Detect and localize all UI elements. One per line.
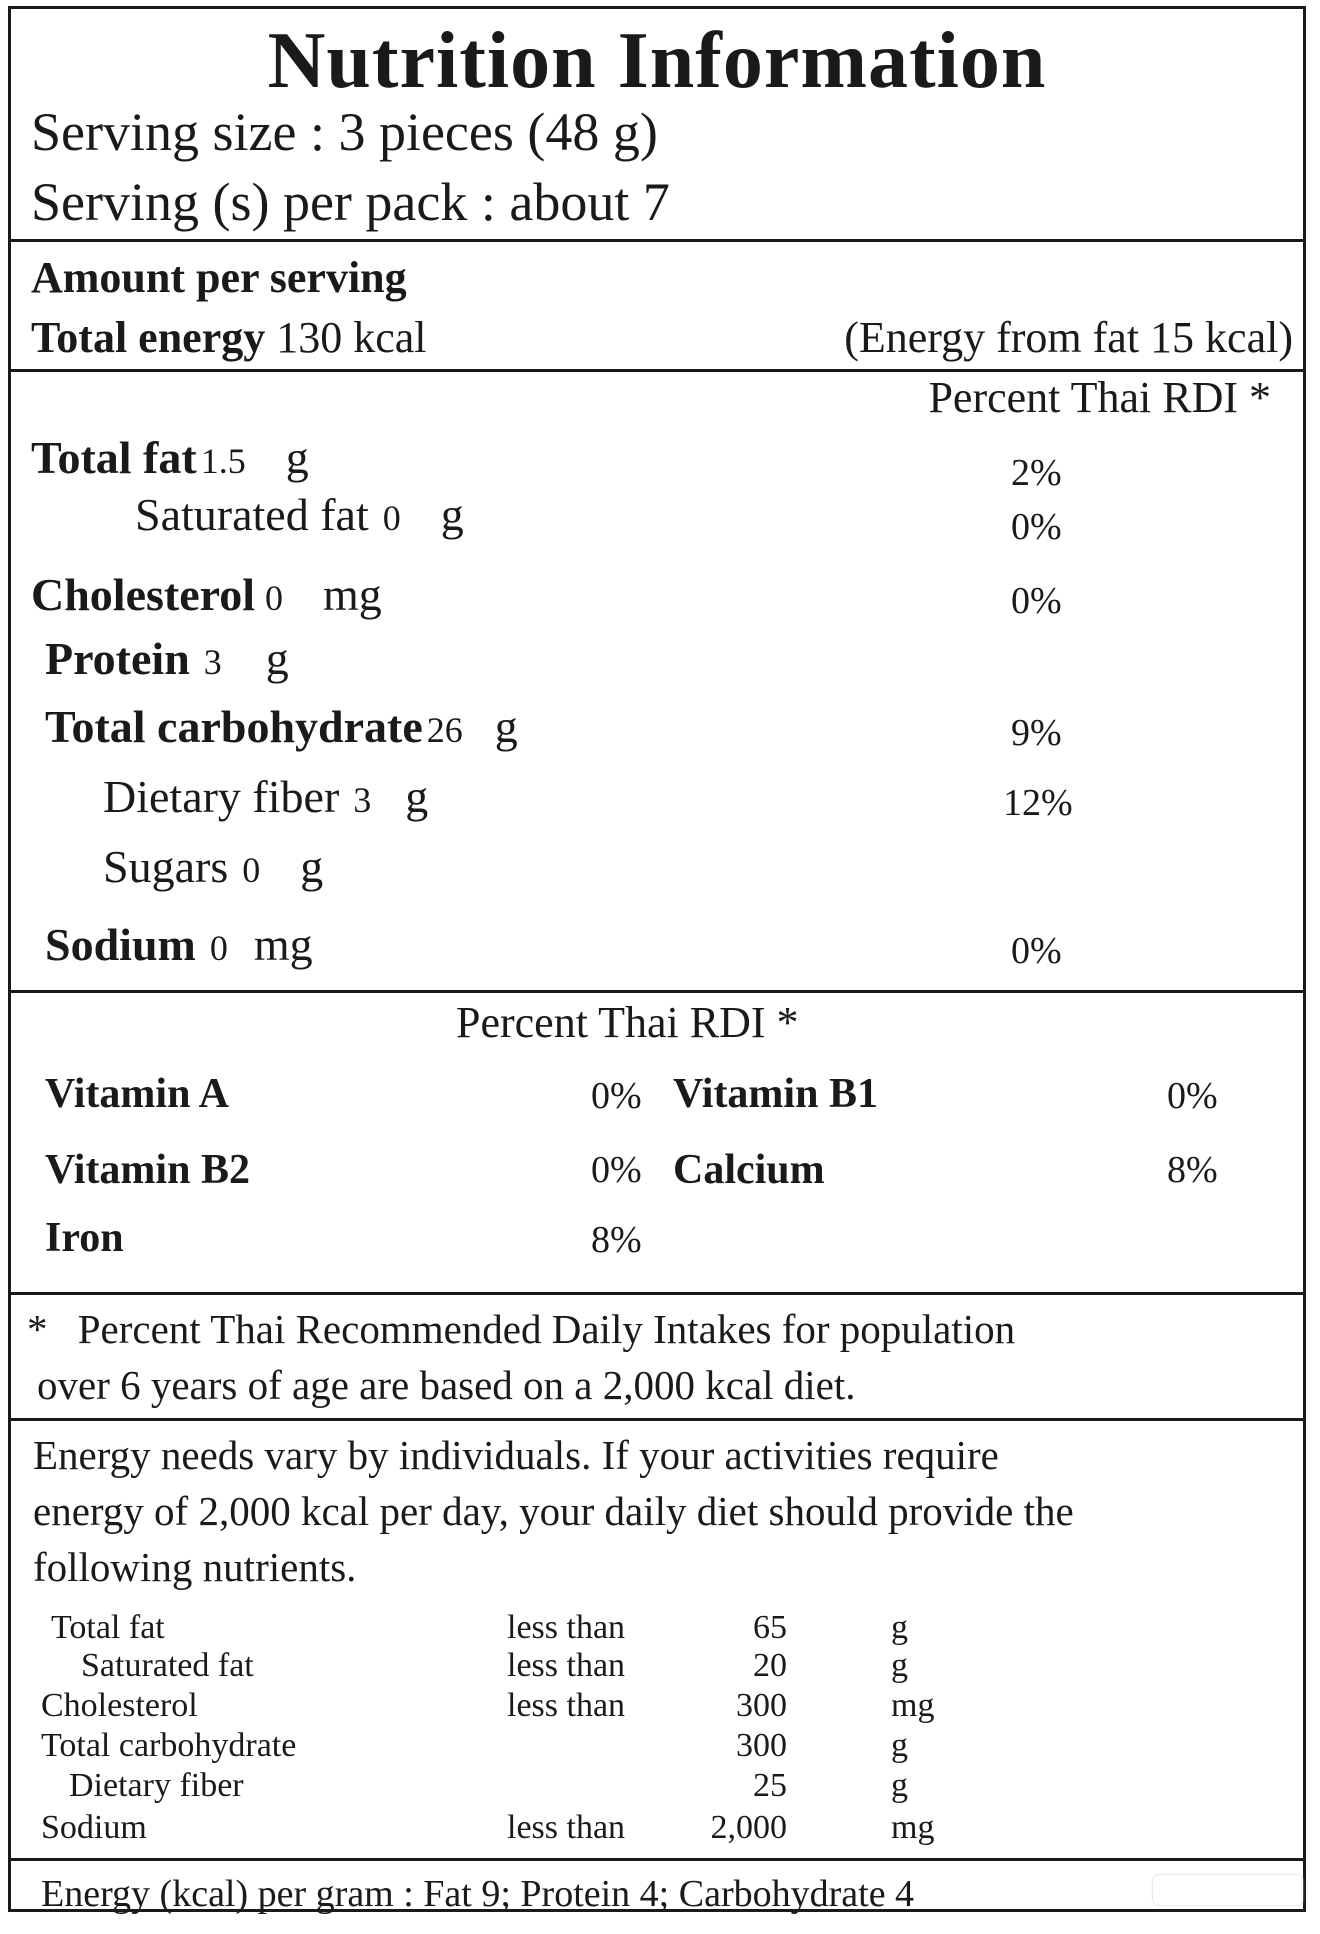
nutrient-value: 26: [426, 710, 463, 750]
nutrient-label: Sugars: [103, 841, 229, 892]
calcium-label: Calcium: [673, 1147, 825, 1193]
nutrient-pct: 12%: [1003, 782, 1073, 824]
nutrient-row-cholesterol: [31, 569, 382, 620]
footnote-section: [11, 1295, 1303, 1421]
nutrient-row-dietary-fiber: [103, 771, 429, 822]
nutrient-row-saturated-fat: [135, 489, 464, 540]
vitamin-b2-label: Vitamin B2: [45, 1147, 250, 1193]
total-energy-label: Total energy: [31, 313, 266, 362]
energy-from-fat: (Energy from fat 15 kcal): [844, 313, 1293, 362]
nutrient-unit: g: [405, 771, 429, 822]
nutrient-value: 3: [353, 780, 372, 820]
guidance-row-qualifier: less than: [507, 1647, 626, 1684]
guidance-line-3: following nutrients.: [33, 1544, 357, 1590]
nutrient-value: 0: [209, 928, 228, 968]
nutrient-value: 1.5: [200, 441, 246, 481]
nutrient-label: Sodium: [45, 919, 196, 970]
nutrient-unit: g: [494, 701, 518, 752]
nutrient-label: Total fat: [31, 432, 197, 483]
vitamin-a-label: Vitamin A: [45, 1071, 229, 1117]
guidance-row-label: Total carbohydrate: [41, 1727, 297, 1764]
energy-section: [11, 242, 1303, 372]
guidance-row-qualifier: less than: [507, 1609, 626, 1646]
nutrient-unit: g: [285, 432, 309, 483]
guidance-row-label: Dietary fiber: [69, 1767, 244, 1804]
total-energy: [31, 313, 427, 362]
nutrient-row-total-fat: [31, 432, 309, 483]
guidance-row-label: Total fat: [51, 1609, 165, 1646]
amount-per-serving: Amount per serving: [31, 253, 407, 302]
nutrient-label: Protein: [45, 633, 190, 684]
nutrient-value: 0: [382, 498, 401, 538]
guidance-section: [11, 1421, 1303, 1861]
guidance-row-unit: g: [891, 1609, 908, 1646]
guidance-row-amount: 300: [736, 1687, 787, 1724]
nutrient-value: 0: [242, 850, 261, 890]
nutrients-section: [11, 372, 1303, 993]
nutrient-label: Dietary fiber: [103, 771, 340, 822]
iron-pct: 8%: [591, 1219, 642, 1261]
serving-section: [11, 9, 1303, 242]
nutrient-pct: 0%: [1011, 506, 1062, 548]
nutrient-pct: 2%: [1011, 452, 1062, 494]
nutrient-label: Saturated fat: [135, 489, 369, 540]
guidance-row-amount: 300: [736, 1727, 787, 1764]
nutrient-row-protein: [45, 633, 289, 684]
guidance-row-unit: g: [891, 1727, 908, 1764]
vitamin-b1-label: Vitamin B1: [673, 1071, 878, 1117]
nutrient-unit: mg: [253, 919, 313, 970]
nutrient-pct: 9%: [1011, 712, 1062, 754]
nutrient-unit: g: [300, 841, 324, 892]
redaction-mark: [1153, 1875, 1303, 1905]
nutrient-pct: 0%: [1011, 580, 1062, 622]
footnote-star: *: [27, 1306, 48, 1352]
nutrient-row-sugars: [103, 841, 324, 892]
nutrient-row-total-carbohydrate: [45, 701, 518, 752]
guidance-line-2: energy of 2,000 kcal per day, your daily diet should provide the: [33, 1488, 1074, 1534]
nutrient-label: Total carbohydrate: [45, 701, 423, 752]
nutrient-row-sodium: [45, 919, 313, 970]
rdi-header: Percent Thai RDI *: [928, 373, 1271, 422]
guidance-row-label: Cholesterol: [41, 1687, 198, 1724]
serving-size: Serving size : 3 pieces (48 g): [31, 102, 658, 162]
guidance-row-unit: mg: [891, 1809, 935, 1846]
guidance-row-amount: 2,000: [710, 1809, 787, 1846]
nutrient-pct: 0%: [1011, 930, 1062, 972]
footnote-text: Percent Thai Recommended Daily Intakes for population: [77, 1306, 1016, 1352]
guidance-row-amount: 65: [753, 1609, 787, 1646]
guidance-row-label: Sodium: [41, 1809, 147, 1846]
calcium-pct: 8%: [1167, 1149, 1218, 1191]
energy-per-gram: Energy (kcal) per gram : Fat 9; Protein 4; Carbohydrate 4: [41, 1873, 915, 1915]
guidance-row-amount: 20: [753, 1647, 787, 1684]
guidance-line-1: Energy needs vary by individuals. If your activities require: [33, 1432, 999, 1478]
total-energy-value: 130 kcal: [276, 313, 427, 362]
nutrient-unit: mg: [323, 569, 382, 620]
footnote-line-2: over 6 years of age are based on a 2,000 kcal diet.: [37, 1362, 856, 1408]
nutrient-unit: g: [265, 633, 289, 684]
nutrition-label: [8, 6, 1306, 1915]
guidance-row-unit: g: [891, 1767, 908, 1804]
guidance-row-unit: g: [891, 1647, 908, 1684]
label-title: Nutrition Information: [267, 17, 1047, 105]
iron-label: Iron: [45, 1215, 124, 1261]
guidance-row-qualifier: less than: [507, 1687, 626, 1724]
nutrient-label: Cholesterol: [31, 569, 256, 620]
nutrient-unit: g: [440, 489, 464, 540]
footnote-line-1: [27, 1306, 1016, 1352]
nutrient-value: 3: [203, 642, 222, 682]
vitamins-rdi-header: Percent Thai RDI *: [456, 998, 799, 1047]
vitamins-section: [11, 993, 1303, 1295]
guidance-row-qualifier: less than: [507, 1809, 626, 1846]
guidance-row-unit: mg: [891, 1687, 935, 1724]
vitamin-a-pct: 0%: [591, 1075, 642, 1117]
nutrient-value: 0: [265, 578, 284, 618]
servings-per-pack: Serving (s) per pack : about 7: [31, 172, 670, 232]
guidance-row-label: Saturated fat: [81, 1647, 254, 1684]
vitamin-b1-pct: 0%: [1167, 1075, 1218, 1117]
vitamin-b2-pct: 0%: [591, 1149, 642, 1191]
guidance-row-amount: 25: [753, 1767, 787, 1804]
